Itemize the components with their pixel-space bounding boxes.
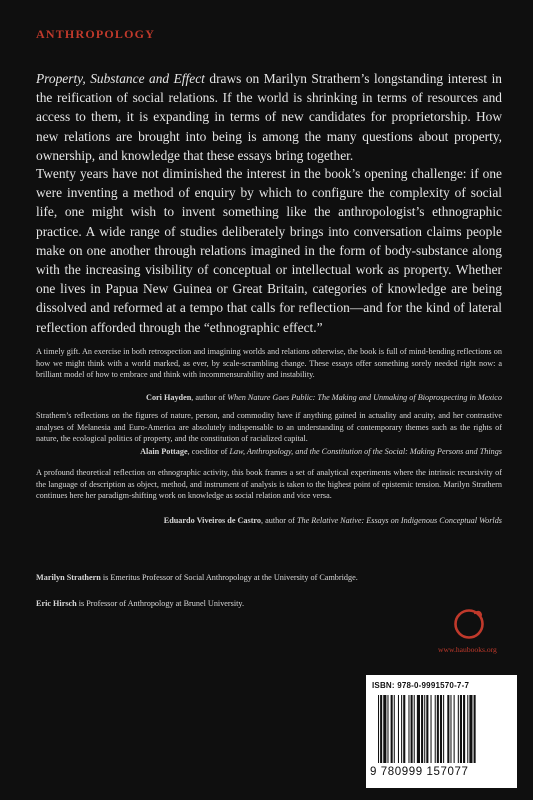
barcode-bar bbox=[460, 695, 462, 763]
barcode-bar bbox=[435, 695, 436, 763]
barcode-bar bbox=[417, 695, 420, 763]
barcode-bar bbox=[378, 695, 379, 763]
ouroboros-logo-icon bbox=[451, 606, 487, 642]
reviewer-work: The Relative Native: Essays on Indigenous Conceptual Worlds bbox=[296, 516, 502, 525]
review-attribution bbox=[140, 446, 502, 457]
barcode-bar bbox=[454, 695, 455, 763]
barcode-bars bbox=[378, 695, 506, 763]
barcode-bar bbox=[411, 695, 413, 763]
barcode-bar bbox=[403, 695, 405, 763]
barcode-bar bbox=[458, 695, 459, 763]
review-attribution bbox=[164, 515, 502, 526]
blurb-paragraph-1 bbox=[36, 69, 502, 165]
barcode-bar bbox=[426, 695, 428, 763]
barcode-bar bbox=[431, 695, 432, 763]
reviewer-work: When Nature Goes Public: The Making and Unmaking of Bioprospecting in Mexico bbox=[227, 393, 502, 402]
barcode-bar bbox=[424, 695, 425, 763]
reviewer-role: , coeditor of bbox=[187, 447, 230, 456]
barcode-bar bbox=[467, 695, 468, 763]
barcode-bar bbox=[398, 695, 399, 763]
barcode-bar bbox=[380, 695, 382, 763]
bio-text: is Emeritus Professor of Social Anthropology at the University of Cambridge. bbox=[100, 573, 358, 582]
reviewer-name: Alain Pottage bbox=[140, 447, 188, 456]
barcode-bar bbox=[408, 695, 409, 763]
barcode bbox=[366, 675, 517, 788]
blurb-paragraph-2: Twenty years have not diminished the interest in the book’s opening challenge: if one were inventing a method of enquiry by which to configure the complexity of social life, one might wish to invent something like the anthropologist’s ethnographic practice. A wide range of studies deliberately brings into conversation claims people make on one another through relations imagined in the form of body-substance along with the increasing visibility of conceptual or intellectual work as property. Whether one lives in Papua New Guinea or Great Britain, categories of knowledge are being dissolved and reformed at a tempo that calls for reflection—and for the kind of lateral reflection afforded through the “ethnographic effect.” bbox=[36, 166, 502, 335]
editor-bio bbox=[36, 599, 244, 608]
barcode-bar bbox=[437, 695, 439, 763]
isbn-label: ISBN: 978-0-9991570-7-7 bbox=[372, 681, 470, 690]
reviewer-role: , author of bbox=[191, 393, 228, 402]
barcode-bar bbox=[414, 695, 415, 763]
barcode-bar bbox=[394, 695, 395, 763]
barcode-digits: 9 780999 157077 bbox=[370, 766, 469, 778]
reviewer-role: , author of bbox=[261, 516, 297, 525]
barcode-bar bbox=[383, 695, 386, 763]
blurb-paragraph-1-text: draws on Marilyn Strathern’s longstanding interest in the reification of social relations. If the world is shrinking in terms of resources and access to them, it is expanding in terms of new candidates for proprietorship. How new relations are brought into being is among the many questions about property, ownership, and knowledge that these essays bring together. bbox=[36, 71, 502, 163]
bio-name: Eric Hirsch bbox=[36, 599, 77, 608]
barcode-bar bbox=[421, 695, 423, 763]
review-quote: Strathern’s reflections on the figures of nature, person, and commodity have if anything gained in actuality and acuity, and her contrastive analyses of Melanesia and Euro-America are absolutely indispensable to an understanding of contemporary themes such as the rights of nature, the ecological politics of property, and the constitution of racialized capital. bbox=[36, 411, 502, 444]
publisher-website: www.haubooks.org bbox=[438, 645, 497, 654]
barcode-bar bbox=[443, 695, 444, 763]
review-quote: A profound theoretical reflection on ethnographic activity, this book frames a set of analytical experiments where the intrinsic recursivity of the language of description as object, method, and instrument of analysis is taken to the highest point of epistemic tension. Marilyn Strathern continues here her paradigm-shifting work on knowledge as social relation and vice versa. bbox=[36, 468, 502, 501]
barcode-bar bbox=[391, 695, 393, 763]
barcode-bar bbox=[463, 695, 465, 763]
bio-text: is Professor of Anthropology at Brunel University. bbox=[76, 599, 244, 608]
review-quote: A timely gift. An exercise in both retrospection and imagining worlds and relations otherwise, the book is full of mind-bending reflections on how we might think with a world marked, as ever, by scale-scrambling change. These essays offer something sorely needed right now: a brilliant model of how to embrace and think with incommensurability and instability. bbox=[36, 347, 502, 380]
reviewer-name: Cori Hayden bbox=[146, 393, 192, 402]
reviewer-name: Eduardo Viveiros de Castro bbox=[163, 516, 262, 525]
barcode-bar bbox=[450, 695, 451, 763]
barcode-bar bbox=[387, 695, 388, 763]
book-title: Property, Substance and Effect bbox=[36, 71, 205, 86]
barcode-bar bbox=[440, 695, 442, 763]
bio-name: Marilyn Strathern bbox=[36, 573, 101, 582]
barcode-bar bbox=[401, 695, 402, 763]
barcode-bar bbox=[474, 695, 476, 763]
category-label: ANTHROPOLOGY bbox=[36, 27, 156, 41]
barcode-bar bbox=[469, 695, 472, 763]
author-bio bbox=[36, 573, 358, 582]
barcode-bar bbox=[447, 695, 449, 763]
review-attribution bbox=[146, 392, 502, 403]
reviewer-work: Law, Anthropology, and the Constitution of the Social: Making Persons and Things bbox=[229, 447, 502, 456]
